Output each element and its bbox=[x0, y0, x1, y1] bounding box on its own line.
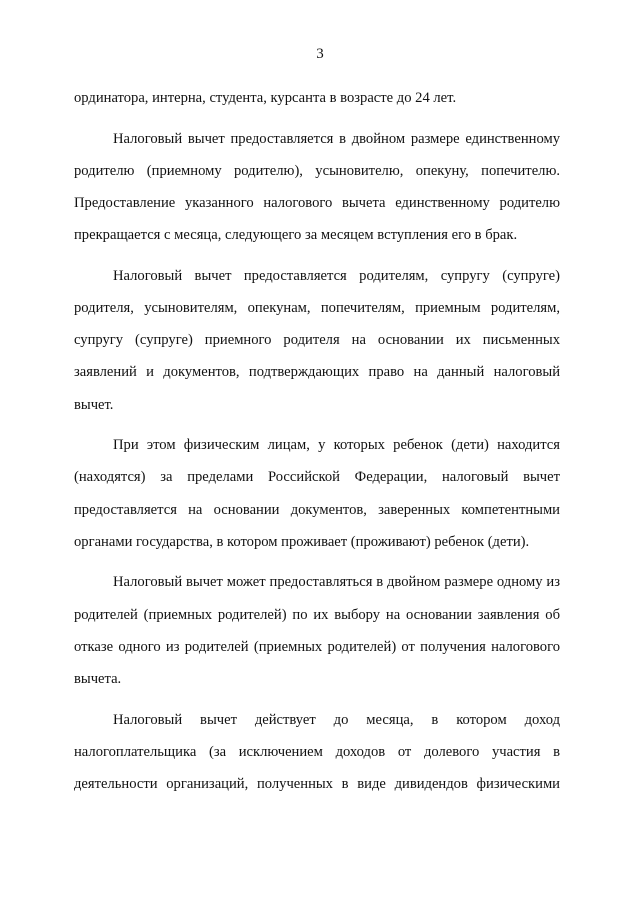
page-number: 3 bbox=[316, 46, 324, 62]
paragraph-double-deduction-single-parent: Налоговый вычет предоставляется в двойном размере единственному родителю (приемному родителю), усыновителю, опекуну, попечителю. Предоставление указанного налогового вычета единственному родителю прекращается с месяца, следующего за месяцем вступления его в брак. bbox=[74, 130, 560, 244]
paragraph-deduction-duration: Налоговый вычет действует до месяца, в котором доход налогоплательщика (за исключением доходов от долевого участия в деятельности организаций, полученных в виде дивидендов физическими bbox=[74, 711, 560, 793]
document-body bbox=[74, 82, 560, 809]
paragraph-children-abroad: При этом физическим лицам, у которых ребенок (дети) находится (находятся) за пределами Российской Федерации, налоговый вычет предоставляется на основании документов, заверенных компетентными органами государства, в котором проживает (проживают) ребенок (дети). bbox=[74, 437, 560, 550]
paragraph-deduction-recipients: Налоговый вычет предоставляется родителям, супругу (супруге) родителя, усыновителям, опекунам, попечителям, приемным родителям, супругу (супруге) приемного родителя на основании их письменных заявлений и документов, подтверждающих право на данный налоговый вычет. bbox=[74, 267, 560, 413]
paragraph-double-deduction-one-parent: Налоговый вычет может предоставляться в двойном размере одному из родителей (приемных родителей) по их выбору на основании заявления об отказе одного из родителей (приемных родителей) от получения налогового вычета. bbox=[74, 574, 560, 688]
paragraph-continuation: ординатора, интерна, студента, курсанта в возрасте до 24 лет. bbox=[74, 90, 457, 106]
